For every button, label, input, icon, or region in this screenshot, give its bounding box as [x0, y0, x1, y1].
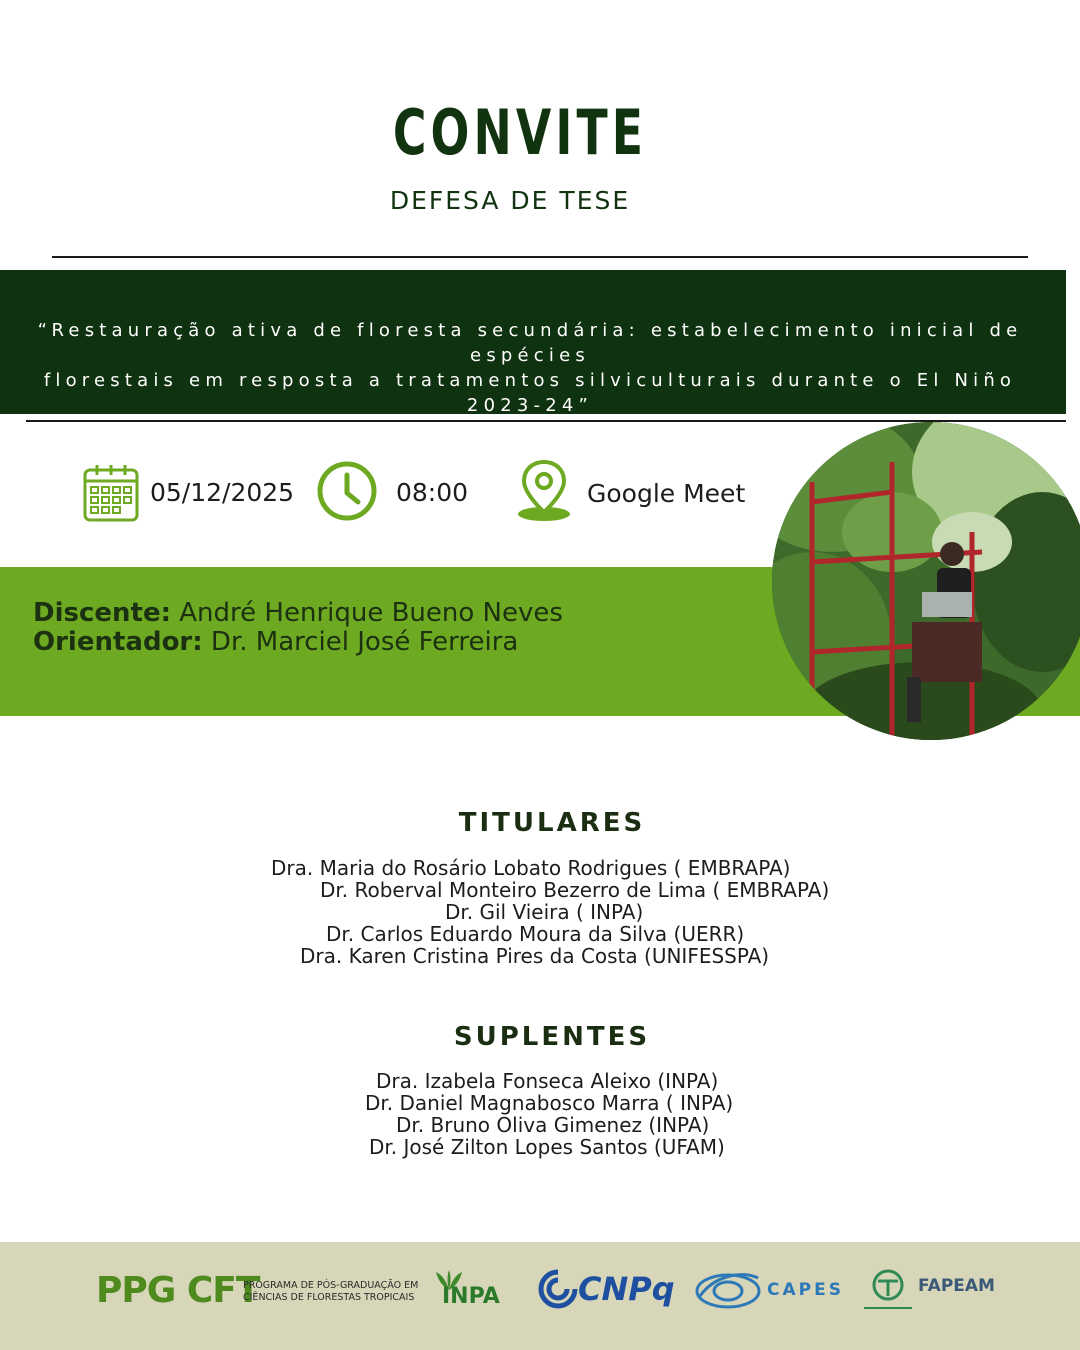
cnpq-logo: CNPq	[578, 1270, 675, 1308]
thesis-title-line-2: florestais em resposta a tratamentos silviculturais durante o El Niño 2023-24”	[43, 370, 1017, 416]
titulares-heading: TITULARES	[458, 808, 646, 838]
student-name: André Henrique Bueno Neves	[179, 598, 563, 628]
inpa-logo: INPA	[442, 1284, 500, 1309]
list-item: Dr. Daniel Magnabosco Marra ( INPA)	[365, 1091, 734, 1115]
calendar-icon	[82, 462, 140, 524]
list-item: Dr. Gil Vieira ( INPA)	[445, 900, 644, 924]
list-item: Dr. Roberval Monteiro Bezerro de Lima ( EMBRAPA)	[320, 878, 830, 902]
list-item: Dr. Carlos Eduardo Moura da Silva (UERR)	[326, 922, 745, 946]
clock-icon	[316, 460, 378, 522]
cnpq-mark-icon	[538, 1268, 578, 1310]
page-title: CONVITE	[392, 96, 648, 169]
page-subtitle: DEFESA DE TESE	[389, 186, 631, 215]
capes-mark-icon	[694, 1266, 762, 1312]
ppg-caption-line-1: PROGRAMA DE PÓS-GRADUAÇÃO EM	[243, 1280, 419, 1291]
field-photo	[772, 422, 1080, 740]
list-item: Dra. Karen Cristina Pires da Costa (UNIFESSPA)	[300, 944, 770, 968]
thesis-title-line-1: “Restauração ativa de floresta secundária: estabelecimento inicial de espécies	[37, 320, 1023, 366]
event-location: Google Meet	[587, 479, 746, 508]
list-item: Dr. Bruno Oliva Gimenez (INPA)	[396, 1113, 710, 1137]
student-line	[33, 598, 563, 628]
event-date: 05/12/2025	[150, 478, 295, 507]
fapeam-mark-icon	[864, 1268, 912, 1310]
location-pin-icon	[516, 458, 572, 524]
divider	[52, 256, 1028, 258]
list-item: Dr. José Zilton Lopes Santos (UFAM)	[369, 1135, 725, 1159]
ppg-caption-line-2: CIÊNCIAS DE FLORESTAS TROPICAIS	[243, 1292, 415, 1303]
student-label: Discente:	[33, 598, 171, 628]
event-time: 08:00	[396, 478, 469, 507]
suplentes-heading: SUPLENTES	[453, 1022, 651, 1052]
advisor-line	[33, 627, 518, 657]
ppg-cft-logo: PPG CFT	[96, 1270, 260, 1311]
capes-logo: CAPES	[767, 1280, 844, 1300]
list-item: Dra. Maria do Rosário Lobato Rodrigues ( EMBRAPA)	[271, 856, 791, 880]
thesis-title	[10, 318, 1050, 418]
divider	[26, 420, 1066, 422]
fapeam-logo: FAPEAM	[918, 1276, 995, 1296]
advisor-name: Dr. Marciel José Ferreira	[210, 627, 519, 657]
advisor-label: Orientador:	[33, 627, 203, 657]
ppg-cft-caption	[243, 1280, 418, 1304]
list-item: Dra. Izabela Fonseca Aleixo (INPA)	[376, 1069, 719, 1093]
